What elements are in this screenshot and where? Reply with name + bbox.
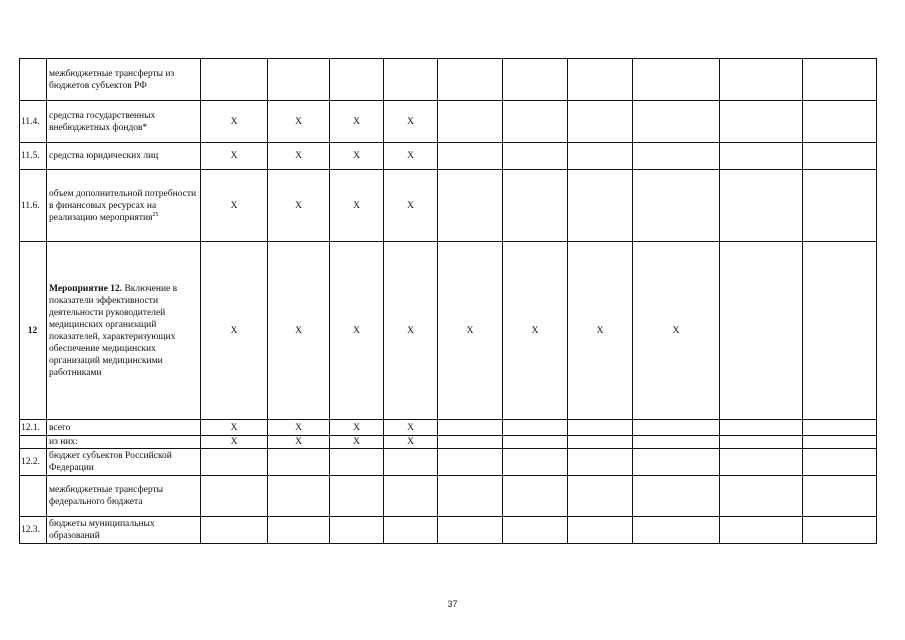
table-row [20, 59, 877, 101]
x-mark-cell: X [201, 143, 268, 170]
x-mark-cell [330, 517, 384, 544]
description-text: средства государственных внебюджетных фондов* [49, 110, 156, 133]
x-mark-cell: X [384, 101, 438, 143]
x-mark-cell: X [438, 242, 503, 420]
table-row [20, 436, 877, 449]
x-mark-cell [201, 476, 268, 517]
x-mark-cell [503, 59, 568, 101]
x-mark-cell: X [633, 242, 720, 420]
x-mark-cell [438, 420, 503, 436]
row-number [20, 436, 47, 449]
x-mark-cell: X [384, 420, 438, 436]
row-description [47, 420, 201, 436]
x-mark-cell: X [268, 170, 330, 242]
row-description [47, 101, 201, 143]
program-table [19, 58, 877, 544]
x-mark-cell [803, 143, 877, 170]
row-number: 12 [20, 242, 47, 420]
x-mark-cell [330, 449, 384, 476]
description-text: всего [49, 422, 71, 433]
table-row [20, 170, 877, 242]
x-mark-cell [803, 476, 877, 517]
x-mark-cell [803, 170, 877, 242]
x-mark-cell [201, 449, 268, 476]
table-row [20, 420, 877, 436]
x-mark-cell [633, 143, 720, 170]
x-mark-cell [803, 101, 877, 143]
x-mark-cell [720, 242, 803, 420]
x-mark-cell [633, 170, 720, 242]
row-number: 12.3. [20, 517, 47, 544]
x-mark-cell [438, 436, 503, 449]
x-mark-cell [633, 517, 720, 544]
x-mark-cell [568, 420, 633, 436]
x-mark-cell [201, 517, 268, 544]
x-mark-cell [384, 449, 438, 476]
row-number [20, 59, 47, 101]
x-mark-cell [568, 143, 633, 170]
row-description [47, 170, 201, 242]
description-text: межбюджетные трансферты федерального бюджета [49, 485, 163, 507]
x-mark-cell [268, 476, 330, 517]
page-number: 37 [447, 599, 458, 609]
x-mark-cell [438, 170, 503, 242]
x-mark-cell [720, 101, 803, 143]
row-description [47, 436, 201, 449]
x-mark-cell [633, 59, 720, 101]
x-mark-cell [568, 517, 633, 544]
description-text: объем дополнительной потребности в финансовых ресурсах на реализацию мероприятия [49, 188, 197, 223]
row-number: 11.5. [20, 143, 47, 170]
x-mark-cell: X [201, 170, 268, 242]
x-mark-cell [568, 476, 633, 517]
table-row [20, 143, 877, 170]
x-mark-cell [438, 143, 503, 170]
row-number: 11.4. [20, 101, 47, 143]
row-description [47, 59, 201, 101]
measure-title: Мероприятие 12. [49, 283, 123, 294]
x-mark-cell [720, 449, 803, 476]
x-mark-cell: X [503, 242, 568, 420]
x-mark-cell [633, 436, 720, 449]
x-mark-cell [438, 476, 503, 517]
x-mark-cell [503, 101, 568, 143]
x-mark-cell [384, 476, 438, 517]
description-text: из них: [49, 437, 78, 447]
x-mark-cell: X [268, 436, 330, 449]
x-mark-cell [438, 517, 503, 544]
x-mark-cell [384, 517, 438, 544]
x-mark-cell: X [201, 101, 268, 143]
x-mark-cell [803, 436, 877, 449]
x-mark-cell: X [268, 242, 330, 420]
row-number [20, 476, 47, 517]
x-mark-cell [568, 436, 633, 449]
x-mark-cell [503, 436, 568, 449]
x-mark-cell [720, 59, 803, 101]
x-mark-cell: X [330, 436, 384, 449]
x-mark-cell [568, 449, 633, 476]
x-mark-cell [503, 420, 568, 436]
x-mark-cell: X [330, 420, 384, 436]
x-mark-cell: X [330, 170, 384, 242]
x-mark-cell: X [384, 143, 438, 170]
x-mark-cell [503, 476, 568, 517]
row-number: 12.1. [20, 420, 47, 436]
x-mark-cell [633, 101, 720, 143]
row-description [47, 143, 201, 170]
x-mark-cell [268, 449, 330, 476]
x-mark-cell [330, 476, 384, 517]
description-text: бюджет субъектов Российской Федерации [49, 451, 172, 473]
description-text: Включение в показатели эффективности деятельности руководителей медицинских организаций показателей, характеризующих обеспечение медицинских организаций медицинскими работниками [49, 283, 178, 378]
description-text: межбюджетные трансферты из бюджетов субъектов РФ [49, 68, 175, 91]
x-mark-cell [568, 59, 633, 101]
x-mark-cell: X [330, 101, 384, 143]
x-mark-cell [503, 170, 568, 242]
x-mark-cell [803, 449, 877, 476]
x-mark-cell [720, 436, 803, 449]
x-mark-cell [803, 59, 877, 101]
x-mark-cell [268, 517, 330, 544]
x-mark-cell: X [201, 420, 268, 436]
x-mark-cell [720, 420, 803, 436]
x-mark-cell [803, 517, 877, 544]
x-mark-cell [268, 59, 330, 101]
x-mark-cell [568, 101, 633, 143]
x-mark-cell: X [568, 242, 633, 420]
x-mark-cell: X [384, 170, 438, 242]
x-mark-cell: X [201, 242, 268, 420]
x-mark-cell [720, 476, 803, 517]
x-mark-cell [438, 59, 503, 101]
x-mark-cell [384, 59, 438, 101]
x-mark-cell: X [384, 436, 438, 449]
x-mark-cell: X [384, 242, 438, 420]
x-mark-cell [330, 59, 384, 101]
x-mark-cell [633, 449, 720, 476]
x-mark-cell [503, 143, 568, 170]
row-number: 12.2. [20, 449, 47, 476]
row-description [47, 476, 201, 517]
x-mark-cell [438, 101, 503, 143]
x-mark-cell [503, 449, 568, 476]
x-mark-cell: X [330, 242, 384, 420]
x-mark-cell [803, 420, 877, 436]
x-mark-cell [201, 59, 268, 101]
table-row [20, 517, 877, 544]
row-description [47, 517, 201, 544]
x-mark-cell [720, 517, 803, 544]
x-mark-cell [438, 449, 503, 476]
x-mark-cell [633, 420, 720, 436]
table-row [20, 476, 877, 517]
row-description [47, 242, 201, 420]
x-mark-cell: X [330, 143, 384, 170]
footnote-mark: 25 [152, 211, 159, 218]
x-mark-cell [803, 242, 877, 420]
x-mark-cell [633, 476, 720, 517]
table-row [20, 242, 877, 420]
description-text: бюджеты муниципальных образований [49, 519, 155, 541]
x-mark-cell [720, 143, 803, 170]
x-mark-cell: X [268, 143, 330, 170]
x-mark-cell [503, 517, 568, 544]
x-mark-cell [568, 170, 633, 242]
row-number: 11.6. [20, 170, 47, 242]
description-text: средства юридических лиц [49, 151, 159, 161]
table-row [20, 101, 877, 143]
x-mark-cell: X [268, 101, 330, 143]
row-description [47, 449, 201, 476]
x-mark-cell: X [268, 420, 330, 436]
x-mark-cell: X [201, 436, 268, 449]
table-row [20, 449, 877, 476]
x-mark-cell [720, 170, 803, 242]
